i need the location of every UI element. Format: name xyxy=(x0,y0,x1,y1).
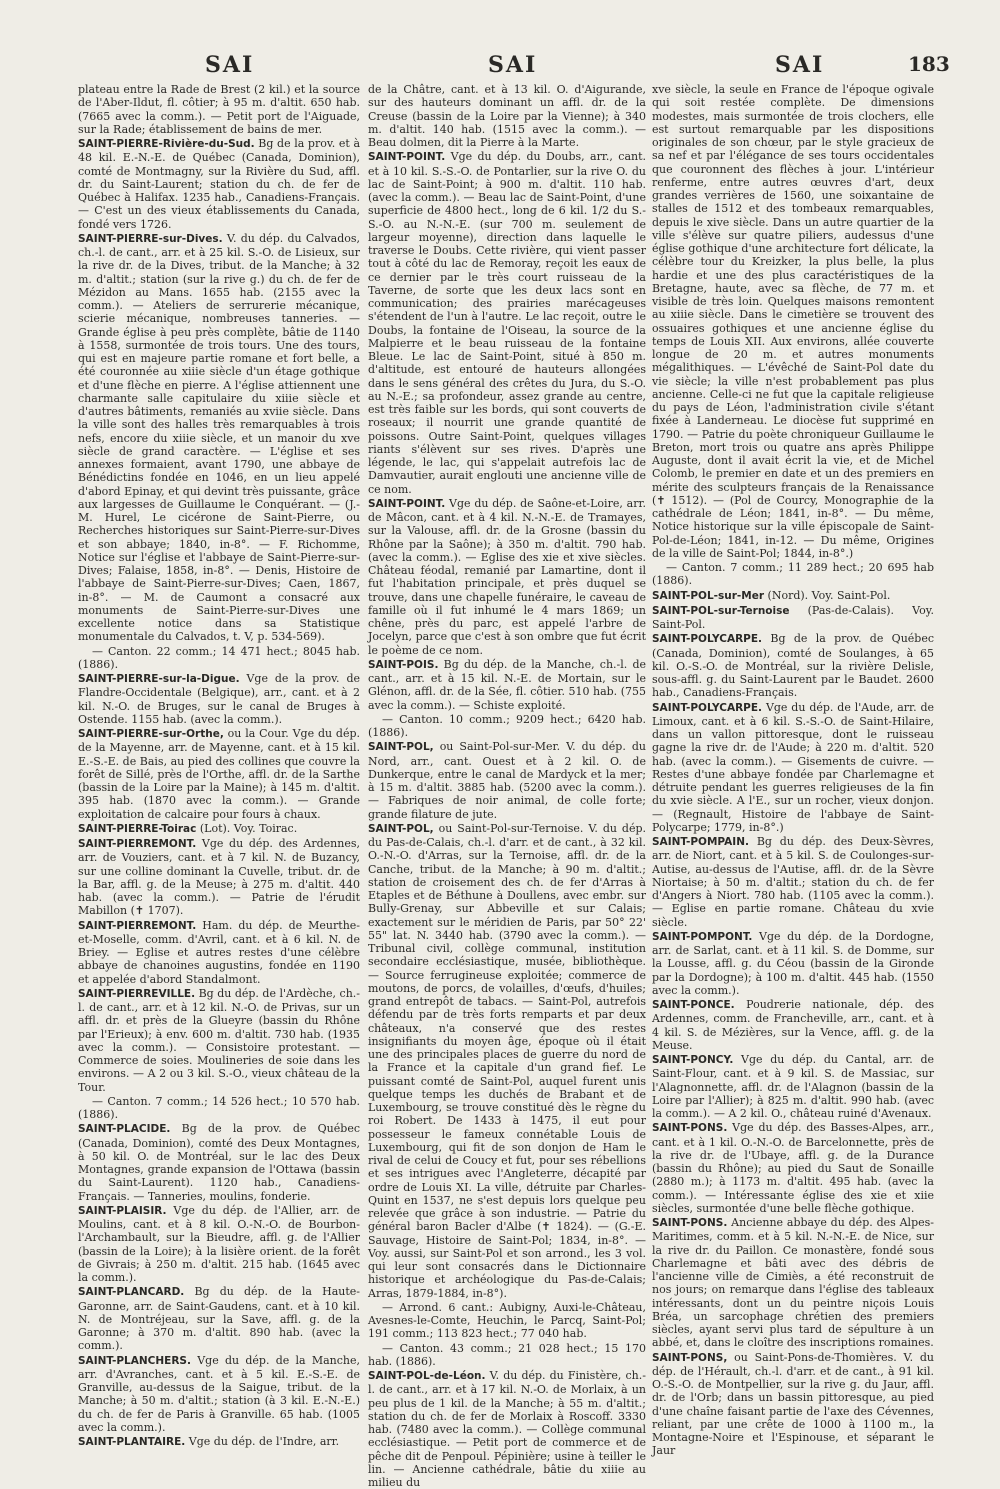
entry-text: — Canton. 7 comm.; 11 289 hect.; 20 695 hab (1886). xyxy=(652,561,934,588)
entry-headword: SAINT-PIERRE-Toirac xyxy=(78,822,197,835)
entry-text: V. du dép. du Calvados, ch.-l. de cant., arr. et à 25 kil. S.-O. de Lisieux, sur la rive dr. de la Dives, tribut. de la Manche; à 32 m. d'altit.; station (sur la rive g.) du ch. de fer de Mézidon au Mans. 1655 hab. (2155 avec la comm.). — Ateliers de serrurerie mécanique, scierie mécanique, nombreuses tanneries. — Grande église à peu près complète, bâtie de 1140 à 1558, surmontée de trois tours. Une des tours, qui est en majeure partie romane et fort belle, a été couronnée au xiiie siècle d'un étage gothique et d'une flèche en pierre. A l'église attiennent une charmante salle capitulaire du xiiie siècle et d'autres bâtiments, remaniés au xviie siècle. Dans la ville sont des halles très remarquables à trois nefs, encore du xiiie siècle, et un manoir du xve siècle de grand caractère. — L'église et ses annexes formaient, avant 1790, une abbaye de Bénédictins fondée en 1046, en un lieu appelé d'abord Epinay, et qui devint très puissante, grâce aux largesses de Guillaume le Conquérant. — (J.-M. Hurel, Le cicérone de Saint-Pierre, ou Recherches historiques sur Saint-Pierre-sur-Dives et son abbaye; 1840, in-8°. — F. Richomme, Notice sur l'église et l'abbaye de Saint-Pierre-sur-Dives; Falaise, 1858, in-8°. — Denis, Histoire de l'abbaye de Saint-Pierre-sur-Dives; Caen, 1867, in-8°. — M. de Caumont a consacré aux monuments de Saint-Pierre-sur-Dives une excellente notice dans sa Statistique monumentale du Calvados, t. V, p. 534-569). xyxy=(78,231,361,644)
text-column-1 xyxy=(78,82,361,1448)
dictionary-entry xyxy=(652,1351,934,1458)
entry-headword: SAINT-POMPONT. xyxy=(652,930,753,943)
canton-note xyxy=(652,561,934,588)
dictionary-entry xyxy=(78,727,360,821)
dictionary-entry xyxy=(78,1204,360,1285)
entry-text: Vge du dép. de Saône-et-Loire, arr. de Mâcon, cant. et à 4 kil. N.-N.-E. de Tramayes, sur la Valouse, affl. dr. de la Grosne (bassin du Rhône par la Saône); à 350 m. d'altit. 790 hab. (avec la comm.). — Eglise des xie et xive siècles. Château féodal, remanié par Lamartine, dont il fut l'habitation principale, et près duquel se trouve, dans une chapelle funéraire, le caveau de famille où il fut inhumé le 4 mars 1869; un chêne, près du parc, est appelé l'arbre de Jocelyn, parce que c'est à son ombre que fut écrit le poème de ce nom. xyxy=(368,496,646,657)
canton-note xyxy=(368,1301,646,1341)
entry-text: de la Châtre, cant. et à 13 kil. O. d'Aigurande, sur des hauteurs dominant un affl. dr. de la Creuse (bassin de la Loire par la Vienne); à 340 m. d'altit. 140 hab. (1515 avec la comm.). — Beau dolmen, dit la Pierre à la Marte. xyxy=(368,83,646,149)
entry-headword: SAINT-PLANCHERS. xyxy=(78,1354,191,1367)
running-header-center: SAI xyxy=(488,52,538,78)
entry-text: ou la Cour. Vge du dép. de la Mayenne, arr. de Mayenne, cant. et à 15 kil. E.-S.-E. de Bais, au pied des collines que couvre la forêt de Sillé, près de l'Orthe, affl. dr. de la Sarthe (bassin de la Loire par la Maine); à 145 m. d'altit. 395 hab. (1870 avec la comm.). — Grande exploitation de calcaire pour fours à chaux. xyxy=(78,727,360,821)
entry-text: Vge du dép. de l'Indre, arr. xyxy=(188,1435,340,1448)
entry-text: Bg du dép. des Deux-Sèvres, arr. de Niort, cant. et à 5 kil. S. de Coulonges-sur-Autise, au-dessus de l'Autise, affl. dr. de la Sèvre Niortaise; à 50 m. d'altit.; station du ch. de fer d'Angers à Niort. 780 hab. (1105 avec la comm.). — Eglise en partie romane. Château du xvie siècle. xyxy=(652,835,934,929)
dictionary-entry xyxy=(652,701,934,835)
entry-continuation xyxy=(652,83,934,560)
entry-text: ou Saint-Pons-de-Thomières. V. du dép. de l'Hérault, ch.-l. d'arr. et de cant., à 91 kil. O.-S.-O. de Montpellier, sur la rive g. du Jaur, affl. dr. de l'Orb; dans un bassin pittoresque, au pied d'une chaîne faisant partie de l'axe des Cévennes, reliant, par une crête de 1000 à 1100 m., la Montagne-Noire et l'Espinouse, et séparant le Jaur xyxy=(652,1350,934,1458)
dictionary-entry xyxy=(78,987,360,1094)
entry-text: Vge du dép. de l'Aude, arr. de Limoux, cant. et à 6 kil. S.-S.-O. de Saint-Hilaire, dans un vallon pittoresque, dont le ruisseau gagne la rive dr. de l'Aude; à 220 m. d'altit. 520 hab. (avec la comm.). — Gisements de cuivre. — Restes d'une abbaye fondée par Charlemagne et détruite pendant les guerres religieuses de la fin du xvie siècle. A l'E., sur un rocher, vieux donjon. — (Regnault, Histoire de l'abbaye de Saint-Polycarpe; 1779, in-8°.) xyxy=(652,700,935,834)
dictionary-entry xyxy=(652,930,934,997)
entry-headword: SAINT-PLANTAIRE. xyxy=(78,1436,186,1448)
dictionary-entry xyxy=(652,1053,934,1120)
entry-headword: SAINT-POMPAIN. xyxy=(652,836,749,848)
dictionary-entry xyxy=(368,658,646,712)
entry-text: xve siècle, la seule en France de l'époque ogivale qui soit restée complète. De dimensions modestes, mais surmontée de trois clochers, elle est surtout remarquable par les dispositions originales de son chœur, par le style gracieux de sa nef et par l'élégance de ses tours occidentales que couronnent des flèches à jour. L'intérieur renferme, entre autres œuvres d'art, deux grandes verrières de 1560, une soixantaine de stalles de 1512 et des tombeaux remarquables, depuis le xive siècle. Dans un autre quartier de la ville s'élève sur quatre piliers, audessus d'une église gothique d'une architecture fort délicate, la célèbre tour du Kreizker, la plus belle, la plus hardie et une des plus caractéristiques de la Bretagne, haute, avec sa flèche, de 77 m. et visible de très loin. Quelques maisons remontent au xiiie siècle. Dans le cimetière se trouvent des ossuaires gothiques et une ancienne église du temps de Louis XII. Aux environs, allée couverte longue de 20 m. et autres monuments mégalithiques. — L'évêché de Saint-Pol date du vie siècle; la ville n'est probablement pas plus ancienne. Celle-ci ne fut que la capitale religieuse du pays de Léon, l'administration civile s'étant fixée à Landerneau. Le diocèse fut supprimé en 1790. — Patrie du poète chroniqueur Guillaume le Breton, mort trois ou quatre ans après Philippe Auguste, dont il avait écrit la vie, et de Michel Colomb, le premier en date et un des premiers en mérite des sculpteurs français de la Renaissance (✝ 1512). — (Pol de Courcy, Monographie de la cathédrale de Léon; 1841, in-8°. — Du même, Notice historique sur la ville épiscopale de Saint-Pol-de-Léon; 1841, in-12. — Du même, Origines de la ville de Saint-Pol; 1844, in-8°.) xyxy=(652,83,934,560)
entry-headword: SAINT-POLYCARPE. xyxy=(652,633,763,646)
dictionary-entry xyxy=(78,1435,360,1449)
entry-headword: SAINT-POL, xyxy=(368,741,434,754)
entry-text: Bg du dép. de l'Ardèche, ch.-l. de cant., arr. et à 12 kil. N.-O. de Privas, sur un affl. dr. et près de la Glueyre (bassin du Rhône par l'Erieux); à env. 600 m. d'altit. 730 hab. (1935 avec la comm.). — Consistoire protestant. — Commerce de soies. Moulineries de soie dans les environs. — A 2 ou 3 kil. S.-O., vieux château de la Tour. xyxy=(78,986,360,1094)
entry-headword: SAINT-POL-sur-Ternoise xyxy=(652,604,790,617)
dictionary-entry xyxy=(78,232,360,644)
entry-text: Ancienne abbaye du dép. des Alpes-Maritimes, comm. et à 5 kil. N.-N.-E. de Nice, sur la rive dr. du Paillon. Ce monastère, fondé sous Charlemagne et bâti avec des débris de l'ancienne ville de Cimiès, a été reconstruit de nos jours; on remarque dans l'église des tableaux intéressants, dont un du peintre niçois Louis Bréa, un sarcophage chrétien des premiers siècles, ayant servi plus tard de sépulture à un abbé, et, dans le cloître des inscriptions romaines. xyxy=(652,1216,934,1350)
entry-text: — Canton. 7 comm.; 14 526 hect.; 10 570 hab. (1886). xyxy=(78,1094,360,1121)
entry-text: Bg de la prov. de Québec (Canada, Dominion), comté de Soulanges, à 65 kil. O.-S.-O. de Montréal, sur la rivière Delisle, sous-affl. g. du Saint-Laurent par le Baudet. 2600 hab., Canadiens-Français. xyxy=(652,632,934,700)
dictionary-entry xyxy=(78,672,360,726)
entry-text: Vge du dép. du Doubs, arr., cant. et à 10 kil. S.-S.-O. de Pontarlier, sur la rive O. du lac de Saint-Point; à 900 m. d'altit. 110 hab. (avec la comm.). — Beau lac de Saint-Point, d'une superficie de 4800 hect., long de 6 kil. 1/2 du S.-S.-O. au N.-N.-E. (sur 700 m. seulement de largeur moyenne), direction dans laquelle le traverse le Doubs. Cette rivière, qui vient passer tout à côté du lac de Remoray, reçoit les eaux de ce dernier par le très court ruisseau de la Taverne, de sorte que les deux lacs sont en communication; des prairies marécageuses s'étendent de l'un à l'autre. Le lac reçoit, outre le Doubs, la fontaine de l'Oiseau, la source de la Malpierre et le beau ruisseau de la fontaine Bleue. Le lac de Saint-Point, situé à 850 m. d'altitude, est entouré de hauteurs allongées dans le sens général des crêtes du Jura, du S.-O. au N.-E.; sa profondeur, assez grande au centre, est très faible sur les bords, qui sont couverts de roseaux; il nourrit une grande quantité de poissons. Outre Saint-Point, quelques villages riants s'élèvent sur ses rives. D'après une légende, le lac, qui s'appelait autrefois lac de Damvautier, aurait englouti une ancienne ville de ce nom. xyxy=(368,150,647,496)
entry-text: Vge du dép. de la Dordogne, arr. de Sarlat, cant. et à 11 kil. S. de Domme, sur la Lousse, affl. g. du Céou (bassin de la Gironde par la Dordogne); à 100 m. d'altit. 445 hab. (1550 avec la comm.). xyxy=(652,929,934,997)
entry-headword: SAINT-PONS. xyxy=(652,1217,728,1229)
entry-text: Vge du dép. des Ardennes, arr. de Vouziers, cant. et à 7 kil. N. de Buzancy, sur une colline dominant la Cuvelle, tribut. dr. de la Bar, affl. g. de la Meuse; à 275 m. d'altit. 440 hab. (avec la comm.). — Patrie de l'érudit Mabillon (✝ 1707). xyxy=(78,837,361,918)
entry-text: Vge du dép. des Basses-Alpes, arr., cant. et à 1 kil. O.-N.-O. de Barcelonnette, près de la rive dr. de l'Ubaye, affl. g. de la Durance (bassin du Rhône); au pied du Saut de Sonaille (2880 m.); à 1173 m. d'altit. 495 hab. (avec la comm.). — Intéressante église des xie et xiie siècles, surmontée d'une belle flèche gothique. xyxy=(652,1121,934,1215)
entry-headword: SAINT-PIERREVILLE. xyxy=(78,987,196,1000)
dictionary-entry xyxy=(78,822,360,836)
entry-text: Ham. du dép. de Meurthe-et-Moselle, comm. d'Avril, cant. et à 6 kil. N. de Briey. — Eglise et autres restes d'une célèbre abbaye de chanoines augustins, fondée en 1190 et appelée d'abord Standalmont. xyxy=(78,918,361,986)
entry-text: Vge de la prov. de Flandre-Occidentale (Belgique), arr., cant. et à 2 kil. N.-O. de Bruges, sur le canal de Bruges à Ostende. 1155 hab. (avec la comm.). xyxy=(78,672,360,726)
entry-headword: SAINT-PONCE. xyxy=(652,999,735,1011)
dictionary-entry xyxy=(652,1216,934,1350)
dictionary-entry xyxy=(368,1369,646,1489)
dictionary-entry xyxy=(78,837,360,918)
canton-note xyxy=(78,1095,360,1122)
entry-text: (Nord). Voy. Saint-Pol. xyxy=(767,588,891,602)
canton-note xyxy=(368,1342,646,1369)
entry-headword: SAINT-PIERREMONT. xyxy=(78,919,197,932)
entry-text: Vge du dép. de la Manche, arr. d'Avranches, cant. et à 5 kil. E.-S.-E. de Granville, au-dessus de la Saigue, tribut. de la Manche; à 50 m. d'altit.; station (à 3 kil. E.-N.-E.) du ch. de fer de Paris à Granville. 65 hab. (1005 avec la comm.). xyxy=(78,1353,361,1434)
entry-headword: SAINT-PIERRE-sur-Dives. xyxy=(78,232,223,245)
entry-headword: SAINT-PLACIDE. xyxy=(78,1123,171,1136)
entry-text: ou Saint-Pol-sur-Ternoise. V. du dép. du Pas-de-Calais, ch.-l. d'arr. et de cant., à 32 kil. O.-N.-O. d'Arras, sur la Ternoise, affl. dr. de la Canche, tribut. de la Manche; à 90 m. d'altit.; station de croisement des ch. de fer d'Arras à Etaples et de Béthune à Doullens, avec embr. sur Bully-Grenay, sur Abbeville et sur Calais; exactement sur le méridien de Paris, par 50° 22' 55" lat. N. 3440 hab. (3790 avec la comm.). — Tribunal civil, collège communal, institution secondaire ecclésiastique, musée, bibliothèque. — Source ferrugineuse exploitée; commerce de moutons, de porcs, de volailles, d'œufs, d'huiles; grand entrepôt de tabacs. — Saint-Pol, autrefois défendu par de très forts remparts et par deux châteaux, n'a conservé que des restes insignifiants du moyen âge, époque où il était une des principales places de guerre du nord de la France et la capitale d'un grand fief. Le puissant comté de Saint-Pol, auquel furent unis quelque temps les duchés de Brabant et de Luxembourg, se trouve constitué dès le règne du roi Robert. De 1433 à 1475, il eut pour possesseur le fameux connétable Louis de Luxembourg, qui fit de son donjon de Ham le rival de celui de Coucy et fut, pour ses rébellions et ses intrigues avec l'Angleterre, décapité par ordre de Louis XI. La ville, détruite par Charles-Quint en 1537, ne s'est depuis lors quelque peu relevée que grâce à son industrie. — Patrie du général baron Bacler d'Albe (✝ 1824). — (G.-E. Sauvage, Histoire de Saint-Pol; 1834, in-8°. — Voy. aussi, sur Saint-Pol et son arrond., les 3 vol. qui leur sont consacrés dans le Dictionnaire historique et archéologique du Pas-de-Calais; Arras, 1879-1884, in-8°). xyxy=(368,821,647,1300)
entry-text: Bg du dép. de la Manche, ch.-l. de cant., arr. et à 15 kil. N.-E. de Mortain, sur le Glénon, affl. dr. de la Sée, fl. côtier. 510 hab. (755 avec la comm.). — Schiste exploité. xyxy=(368,657,646,712)
entry-headword: SAINT-PIERRE-sur-la-Digue. xyxy=(78,673,240,685)
dictionary-entry xyxy=(368,497,646,657)
entry-text: V. du dép. du Finistère, ch.-l. de cant., arr. et à 17 kil. N.-O. de Morlaix, à un peu plus de 1 kil. de la Manche; à 55 m. d'altit.; station du ch. de fer de Morlaix à Roscoff. 3330 hab. (7480 avec la comm.). — Collège communal ecclésiastique. — Petit port de commerce et de pêche dit de Penpoul. Pépinière; usine à teiller le lin. — Ancienne cathédrale, bâtie du xiiie au milieu du xyxy=(368,1369,646,1489)
page-number: 183 xyxy=(908,52,950,76)
canton-note xyxy=(78,645,360,672)
dictionary-entry xyxy=(368,150,646,496)
entry-headword: SAINT-POL-sur-Mer xyxy=(652,589,765,602)
entry-headword: SAINT-PLANCARD. xyxy=(78,1286,185,1299)
dictionary-entry xyxy=(78,1285,360,1352)
entry-continuation xyxy=(78,83,360,136)
entry-text: Bg du dép. de la Haute-Garonne, arr. de Saint-Gaudens, cant. et à 10 kil. N. de Montréjeau, sur la Save, affl. g. de la Garonne; à 370 m. d'altit. 890 hab. (avec la comm.). xyxy=(78,1285,360,1353)
dictionary-entry xyxy=(652,632,934,699)
entry-text: plateau entre la Rade de Brest (2 kil.) et la source de l'Aber-Ildut, fl. côtier; à 95 m. d'altit. 650 hab. (7665 avec la comm.). — Petit port de l'Aiguade, sur la Rade; établissement de bains de mer. xyxy=(78,83,360,136)
entry-headword: SAINT-PONCY. xyxy=(652,1054,734,1066)
entry-headword: SAINT-PIERRE-sur-Orthe, xyxy=(78,728,224,740)
entry-headword: SAINT-PIERREMONT. xyxy=(78,838,197,850)
dictionary-entry xyxy=(652,835,934,929)
dictionary-entry xyxy=(652,589,934,603)
dictionary-entry xyxy=(78,1122,360,1203)
running-header-left: SAI xyxy=(205,52,255,78)
entry-text: (Lot). Voy. Toirac. xyxy=(199,821,298,835)
dictionary-entry xyxy=(652,1121,934,1215)
entry-headword: SAINT-POLYCARPE. xyxy=(652,701,763,714)
entry-text: (Pas-de-Calais). Voy. Saint-Pol. xyxy=(652,603,934,631)
entry-headword: SAINT-POL-de-Léon. xyxy=(368,1370,486,1382)
entry-text: Vge du dép. du Cantal, arr. de Saint-Flour, cant. et à 9 kil. S. de Massiac, sur l'Alagnonnette, affl. dr. de l'Alagnon (bassin de la Loire par l'Allier); à 825 m. d'altit. 990 hab. (avec la comm.). — A 2 kil. O., château ruiné d'Avenaux. xyxy=(652,1053,934,1120)
running-header-right: SAI xyxy=(775,52,825,78)
dictionary-entry xyxy=(652,998,934,1052)
entry-headword: SAINT-POINT. xyxy=(368,151,446,164)
entry-headword: SAINT-PONS. xyxy=(652,1122,728,1135)
entry-text: — Arrond. 6 cant.: Aubigny, Auxi-le-Château, Avesnes-le-Comte, Heuchin, le Parcq, Saint-Pol; 191 comm.; 113 823 hect.; 77 040 hab. xyxy=(368,1300,646,1341)
entry-text: — Canton. 22 comm.; 14 471 hect.; 8045 hab. (1886). xyxy=(78,644,360,671)
entry-text: — Canton. 43 comm.; 21 028 hect.; 15 170 hab. (1886). xyxy=(368,1341,646,1368)
text-column-3 xyxy=(652,82,935,1458)
entry-headword: SAINT-POIS. xyxy=(368,658,439,671)
entry-headword: SAINT-PIERRE-Rivière-du-Sud. xyxy=(78,138,255,150)
canton-note xyxy=(368,713,646,740)
dictionary-entry xyxy=(652,604,934,632)
entry-headword: SAINT-POL, xyxy=(368,822,434,835)
entry-continuation xyxy=(368,83,646,149)
entry-headword: SAINT-PONS, xyxy=(652,1351,728,1364)
dictionary-entry xyxy=(368,822,646,1300)
entry-text: — Canton. 10 comm.; 9209 hect.; 6420 hab. (1886). xyxy=(368,712,646,739)
dictionary-entry xyxy=(78,137,360,231)
entry-text: Vge du dép. de l'Allier, arr. de Moulins, cant. et à 8 kil. O.-N.-O. de Bourbon-l'Archambault, sur la Bieudre, affl. g. de l'Allier (bassin de la Loire); à la lisière orient. de la forêt de Givrais; à 250 m. d'altit. 215 hab. (1645 avec la comm.). xyxy=(78,1203,360,1284)
dictionary-entry xyxy=(78,919,360,986)
entry-text: Bg de la prov. de Québec (Canada, Dominion), comté des Deux Montagnes, à 50 kil. O. de Montréal, sur le lac des Deux Montagnes, grande expansion de l'Ottawa (bassin du Saint-Laurent). 1120 hab., Canadiens-Français. — Tanneries, moulins, fonderie. xyxy=(78,1122,360,1203)
entry-headword: SAINT-POINT. xyxy=(368,497,446,510)
text-column-2 xyxy=(368,82,647,1489)
dictionary-entry xyxy=(368,740,646,821)
entry-text: Poudrerie nationale, dép. des Ardennes, comm. de Francheville, arr., cant. et à 4 kil. S. de Mézières, sur la Vence, affl. g. de la Meuse. xyxy=(652,998,935,1052)
dictionary-entry xyxy=(78,1354,360,1435)
entry-headword: SAINT-PLAISIR. xyxy=(78,1204,167,1217)
entry-text: ou Saint-Pol-sur-Mer. V. du dép. du Nord, arr., cant. Ouest et à 2 kil. O. de Dunkerque, entre le canal de Mardyck et la mer; à 15 m. d'altit. 3885 hab. (5200 avec la comm.). — Fabriques de noir animal, de colle forte; grande filature de jute. xyxy=(368,740,646,821)
entry-text: Bg de la prov. et à 48 kil. E.-N.-E. de Québec (Canada, Dominion), comté de Montmagny, sur la Rivière du Sud, affl. dr. du Saint-Laurent; station du ch. de fer de Québec à Halifax. 1235 hab., Canadiens-Français. — C'est un des vieux établissements du Canada, fondé vers 1726. xyxy=(78,137,360,231)
